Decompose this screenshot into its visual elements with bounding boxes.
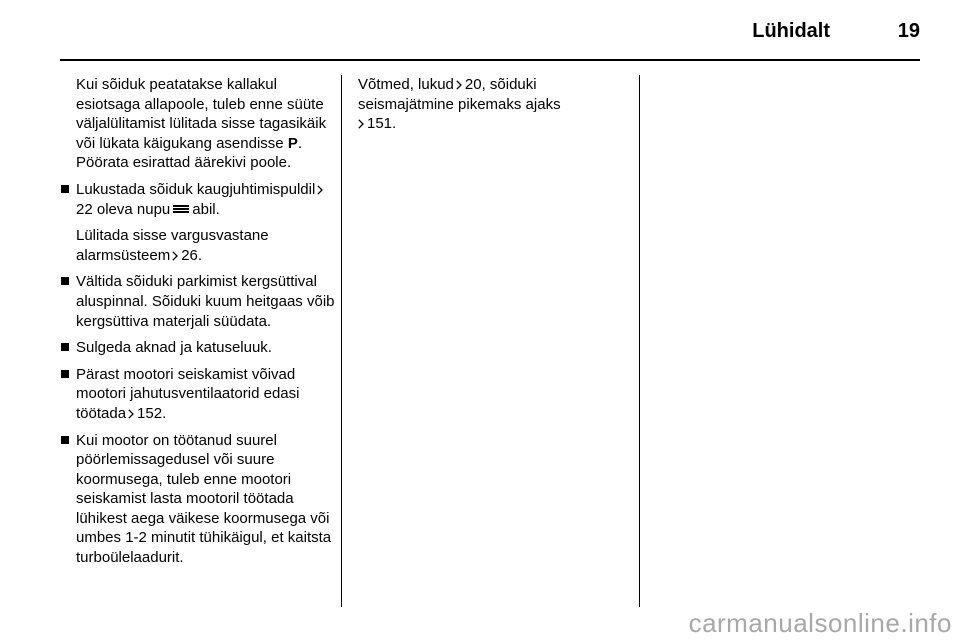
page-number: 19: [897, 20, 920, 42]
list-item-text: [76, 180, 335, 219]
item-text: Lülitada sisse vargusvastane alarmsüsteem: [76, 227, 269, 264]
page-reference-link[interactable]: 151.: [367, 115, 397, 133]
intro-paragraph: [60, 75, 335, 173]
section-title: Lühidalt: [752, 20, 830, 42]
header-rule: [60, 59, 920, 61]
intro-text-end: . Pöörata esirattad äärekivi poole.: [76, 134, 302, 172]
column-divider-left: [341, 75, 342, 607]
list-item-lock: [60, 180, 335, 265]
reference-arrow-icon: [456, 80, 462, 90]
watermark: carmanualsonline.info: [688, 608, 952, 638]
item-text: oleva nupu: [96, 200, 171, 218]
item-text: , sõiduki seismajätmine pikemaks ajaks: [358, 76, 561, 113]
reference-arrow-icon: [317, 185, 323, 195]
lock-button-icon: [173, 205, 189, 213]
list-item-text: Sulgeda aknad ja katuseluuk.: [76, 339, 272, 357]
reference-arrow-icon: [172, 251, 178, 261]
gear-position: P: [287, 134, 298, 152]
item-text: Lukustada sõiduk kaugjuhtimispuldil: [76, 180, 316, 198]
page-reference-link[interactable]: 22: [76, 200, 93, 218]
bullet-square-icon: [61, 436, 69, 444]
cross-reference-paragraph: [358, 75, 628, 134]
list-item-text: Vältida sõiduki parkimist kergsüttival aluspinnal. Sõiduki kuum heitgaas võib kergsüttiva materjali süüdata.: [76, 273, 335, 330]
bullet-square-icon: [61, 185, 69, 193]
bullet-square-icon: [61, 277, 69, 285]
page-reference-link[interactable]: 20: [464, 76, 482, 93]
list-item-text: Kui mootor on töötanud suurel pöörlemissagedusel või suure koormusega, tuleb enne mootori seiskamist lasta mootoril töötada lühikest aega väikese koormusega või umbes 1-2 minutit tühikäigul, et kaitsta turboülelaadurit.: [76, 431, 332, 567]
item-text: Võtmed, lukud: [358, 76, 454, 93]
item-text: abil.: [192, 200, 220, 218]
list-item-turbocharger: [60, 431, 335, 568]
list-item-windows: [60, 338, 335, 358]
bullet-square-icon: [61, 370, 69, 378]
bullet-square-icon: [61, 343, 69, 351]
list-item-text: [76, 365, 335, 424]
list-item-cooling-fans: [60, 365, 335, 424]
column-middle: [358, 75, 628, 141]
page-reference-link[interactable]: 26.: [181, 246, 203, 264]
column-left: [60, 75, 335, 575]
reference-arrow-icon: [358, 119, 364, 129]
list-item-parking-surface: [60, 272, 335, 331]
page-reference-link[interactable]: 152.: [137, 404, 167, 422]
item-text: Pärast mootori seiskamist võivad mootori jahutusventilaatorid edasi töötada: [76, 365, 300, 422]
list-item-subtext: [76, 226, 335, 265]
column-divider-right: [639, 75, 640, 607]
intro-text: Kui sõiduk peatatakse kallakul esiotsaga allapoole, tuleb enne süüte väljalülitamist lülitada sisse tagasikäik või lükata käigukang asendisse: [76, 76, 327, 152]
reference-arrow-icon: [128, 409, 134, 419]
